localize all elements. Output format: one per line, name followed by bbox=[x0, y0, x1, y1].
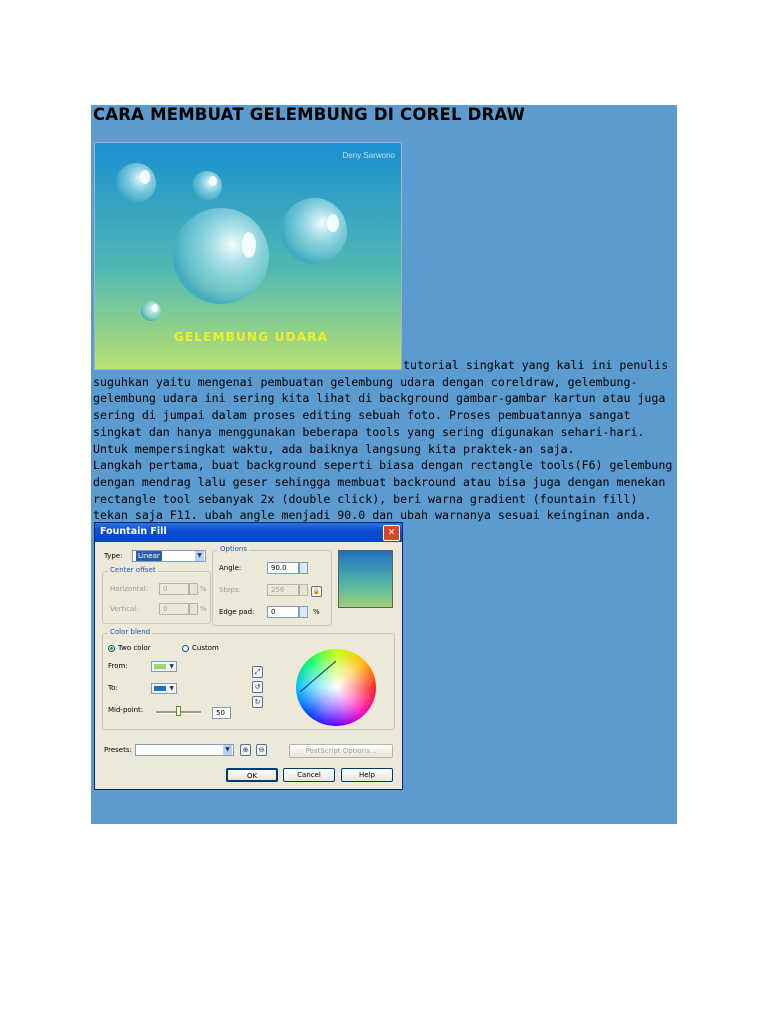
center-offset-group bbox=[102, 566, 211, 624]
bubble bbox=[141, 301, 161, 321]
midpoint-slider-thumb[interactable] bbox=[176, 706, 181, 716]
ok-button[interactable]: OK bbox=[226, 768, 278, 782]
steps-spinner[interactable] bbox=[299, 584, 308, 596]
presets-label: Presets: bbox=[104, 746, 132, 754]
fountain-fill-dialog bbox=[94, 522, 403, 790]
type-label: Type: bbox=[104, 552, 123, 560]
type-select-value: Linear bbox=[138, 552, 160, 560]
to-color-swatch bbox=[154, 686, 166, 691]
fill-preview bbox=[338, 550, 393, 608]
bubble bbox=[192, 171, 222, 201]
color-wheel[interactable] bbox=[296, 649, 376, 726]
dialog-titlebar bbox=[95, 523, 402, 542]
postscript-options-button[interactable]: PostScript Options... bbox=[289, 744, 393, 758]
bubble bbox=[116, 163, 156, 203]
two-color-label: Two color bbox=[118, 644, 151, 652]
step-paragraph: Langkah pertama, buat background seperti biasa dengan rectangle tools(F6) gelembung dengan mendrag lalu geser sehingga membuat backround atau bisa juga dengan menekan rectangle tool sebanyak 2x (double click), beri warna gradient (fountain fill) tekan saja F11. ubah angle menjadi 90.0 dan ubah warnanya sesuai keinginan anda. bbox=[93, 458, 673, 523]
counterclockwise-path-icon[interactable]: ↺ bbox=[252, 681, 263, 693]
midpoint-label: Mid-point: bbox=[108, 706, 144, 714]
chevron-down-icon: ▼ bbox=[169, 685, 174, 692]
edge-pad-spinner[interactable] bbox=[299, 606, 308, 618]
help-button[interactable]: Help bbox=[341, 768, 393, 782]
direct-path-icon[interactable]: ⤢ bbox=[252, 666, 263, 678]
color-blend-group bbox=[102, 628, 395, 730]
page-title: CARA MEMBUAT GELEMBUNG DI COREL DRAW bbox=[93, 105, 526, 124]
presets-select[interactable] bbox=[135, 744, 234, 756]
close-button[interactable]: ✕ bbox=[383, 525, 400, 541]
options-group bbox=[212, 545, 332, 626]
cancel-button[interactable]: Cancel bbox=[283, 768, 335, 782]
chevron-down-icon: ▼ bbox=[169, 663, 174, 670]
author-credit: Deny Sarwono bbox=[342, 151, 395, 160]
bubble bbox=[281, 198, 347, 264]
from-color-swatch bbox=[154, 664, 166, 669]
edge-pad-field[interactable]: 0 bbox=[267, 606, 299, 618]
lock-icon[interactable]: 🔒 bbox=[312, 588, 321, 595]
to-color-picker[interactable] bbox=[151, 683, 177, 694]
options-title: Options bbox=[220, 545, 248, 553]
horizontal-unit: % bbox=[200, 585, 207, 593]
bubble bbox=[173, 208, 269, 304]
vertical-unit: % bbox=[200, 605, 207, 613]
intro-paragraph: tutorial singkat yang kali ini penulis suguhkan yaitu mengenai pembuatan gelembung udara dengan coreldraw, gelembung-gelembung udara ini sering kita lihat di background gambar-gambar kartun atau juga sering di jumpai dalam proses editing sebuah foto. Proses pembuatannya sangat singkat dan hanya menggunakan beberapa tools yang sering digunakan sehari-hari. Untuk mempersingkat waktu, ada baiknya langsung kita praktek-an saja. bbox=[93, 358, 669, 456]
chevron-down-icon: ▼ bbox=[223, 745, 232, 755]
vertical-field[interactable]: 0 bbox=[159, 603, 189, 615]
vertical-label: Vertical: bbox=[110, 605, 139, 613]
from-label: From: bbox=[108, 662, 128, 670]
angle-label: Angle: bbox=[219, 564, 242, 572]
article-body bbox=[93, 357, 675, 524]
remove-preset-icon[interactable]: ⊖ bbox=[256, 744, 267, 756]
custom-radio[interactable] bbox=[182, 645, 189, 652]
from-color-picker[interactable] bbox=[151, 661, 177, 672]
custom-label: Custom bbox=[192, 644, 219, 652]
midpoint-field[interactable]: 50 bbox=[212, 707, 231, 719]
angle-spinner[interactable] bbox=[299, 562, 308, 574]
center-offset-title: Center offset bbox=[110, 566, 156, 574]
edge-pad-label: Edge pad: bbox=[219, 608, 255, 616]
add-preset-icon[interactable]: ⊕ bbox=[240, 744, 251, 756]
image-caption: GELEMBUNG UDARA bbox=[173, 330, 329, 344]
horizontal-label: Horizontal: bbox=[110, 585, 149, 593]
midpoint-slider[interactable] bbox=[156, 711, 201, 714]
color-blend-title: Color blend bbox=[110, 628, 151, 636]
angle-field[interactable]: 90.0 bbox=[267, 562, 299, 574]
blend-path-line bbox=[300, 661, 336, 692]
to-label: To: bbox=[108, 684, 118, 692]
vertical-spinner[interactable] bbox=[189, 603, 198, 615]
clockwise-path-icon[interactable]: ↻ bbox=[252, 696, 263, 708]
two-color-radio[interactable] bbox=[108, 645, 115, 652]
horizontal-field[interactable]: 0 bbox=[159, 583, 189, 595]
steps-field[interactable]: 256 bbox=[267, 584, 299, 596]
type-select[interactable] bbox=[132, 550, 206, 562]
edge-pad-unit: % bbox=[313, 608, 320, 616]
chevron-down-icon: ▼ bbox=[195, 551, 204, 561]
bubble-illustration bbox=[94, 142, 402, 370]
horizontal-spinner[interactable] bbox=[189, 583, 198, 595]
dialog-title: Fountain Fill bbox=[100, 526, 167, 537]
steps-label: Steps: bbox=[219, 586, 241, 594]
